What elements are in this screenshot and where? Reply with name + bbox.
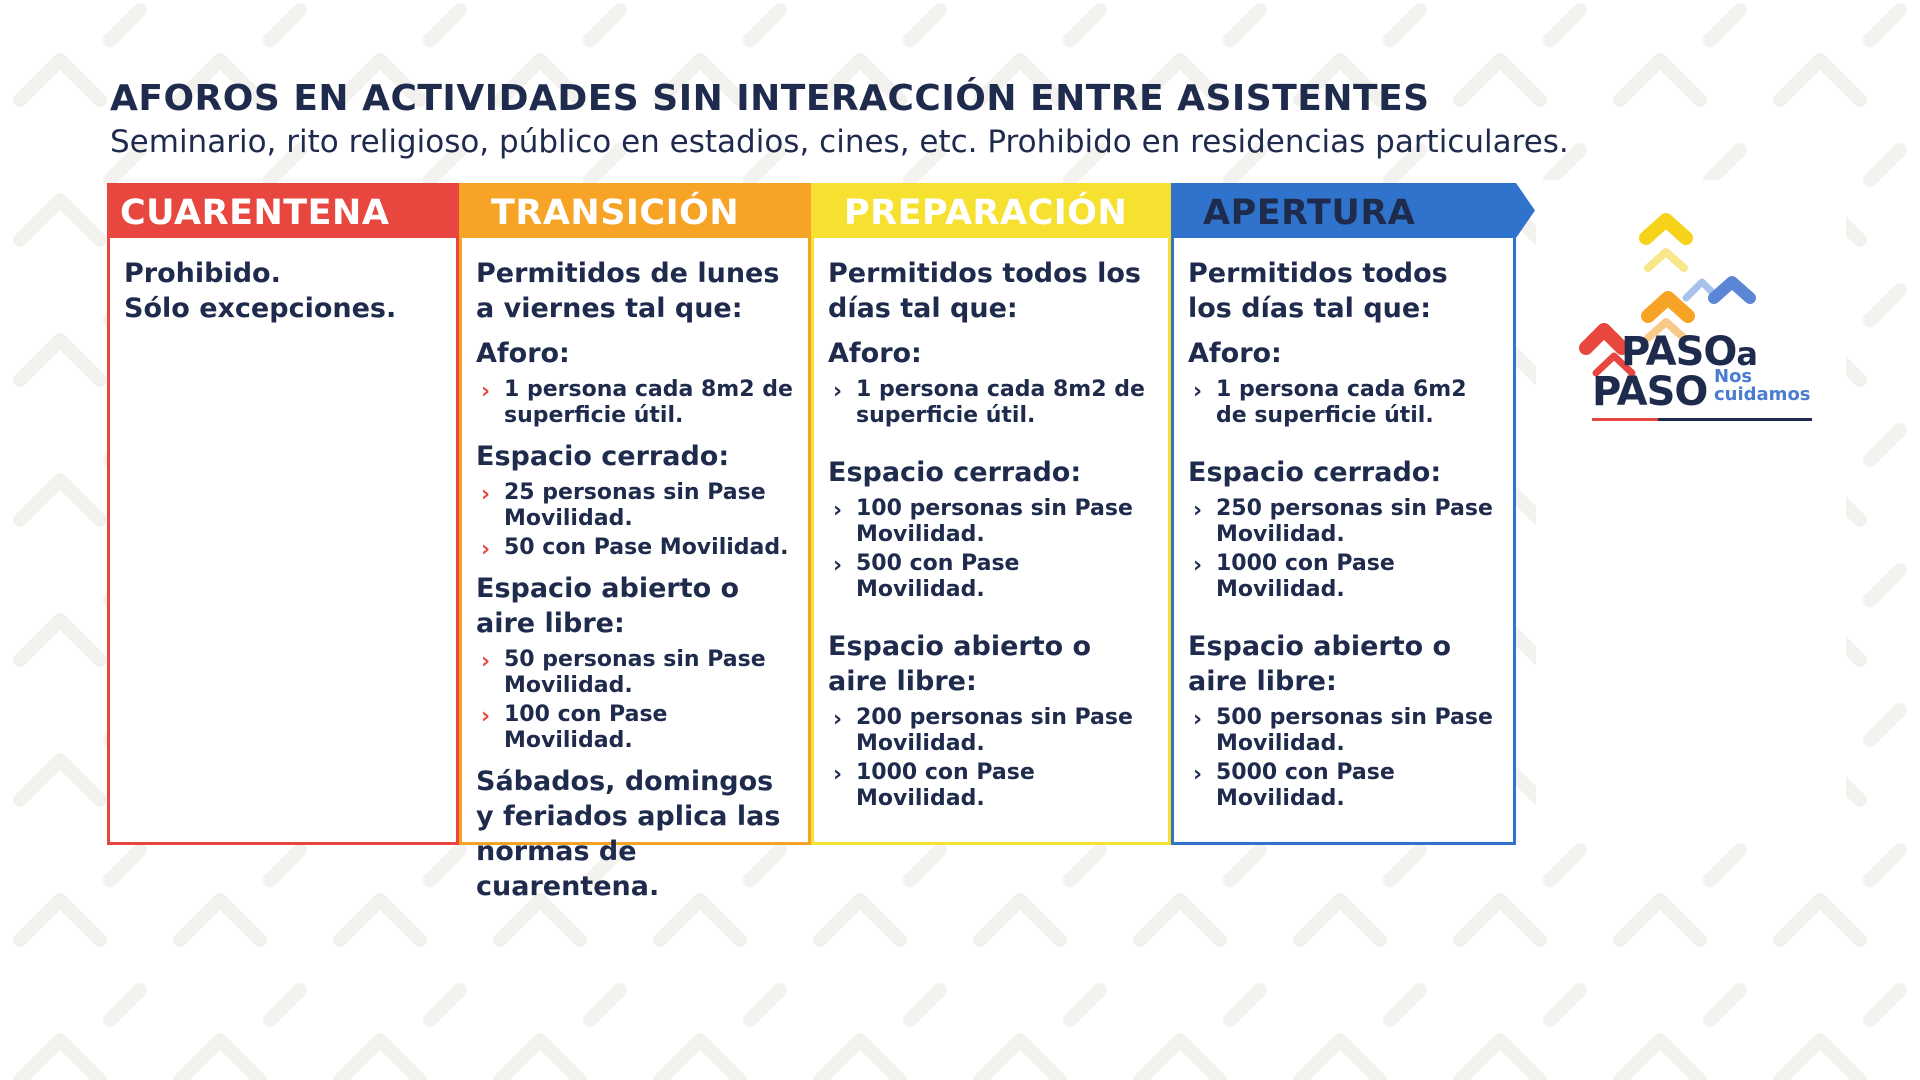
logo-a-letter: a [1736, 335, 1758, 373]
apertura-intro [1188, 256, 1499, 326]
cerrado-heading: Espacio cerrado: [476, 441, 730, 472]
phase-body-cuarentena [107, 238, 459, 845]
apertura-abierto [1188, 629, 1499, 812]
intro-text: Permitidos todos los días tal que: [1188, 258, 1448, 324]
list-item: › 1000 con Pase Movilidad. [1193, 551, 1395, 602]
phase-body-apertura [1171, 238, 1516, 845]
abierto-heading: Espacio abierto o aire libre: [828, 631, 1092, 697]
chevron-right-icon: › [1193, 498, 1203, 523]
phase-body-preparacion [811, 238, 1171, 845]
intro-text: Permitidos de lunes a viernes tal que: [476, 258, 780, 324]
transicion-weekend [476, 764, 794, 904]
cuarentena-line: Prohibido. [124, 258, 281, 289]
chevron-right-icon: › [481, 649, 491, 674]
chevron-right-icon: › [481, 537, 491, 562]
chevron-right-icon: › [1193, 762, 1203, 787]
preparacion-abierto [828, 629, 1154, 812]
weekend-note: Sábados, domingos y feriados aplica las normas de cuarentena. [476, 766, 781, 902]
chevron-right-icon: › [833, 498, 843, 523]
page-title: AFOROS EN ACTIVIDADES SIN INTERACCIÓN ENTRE ASISTENTES [110, 78, 1430, 119]
aforo-heading: Aforo: [828, 338, 922, 369]
paso-a-paso-logo [1536, 180, 1846, 830]
chevron-right-icon: › [481, 704, 491, 729]
phase-label-cuarentena: CUARENTENA [120, 193, 390, 233]
chevron-right-icon: › [1193, 379, 1203, 404]
apertura-aforo [1188, 336, 1499, 429]
list-item: › 25 personas sin Pase Movilidad. [481, 480, 766, 531]
apertura-cerrado [1188, 455, 1499, 603]
phase-label-transicion: TRANSICIÓN [491, 193, 740, 233]
logo-paso-word: PASO [1621, 329, 1737, 375]
list-item: › 50 personas sin Pase Movilidad. [481, 647, 766, 698]
chevron-right-icon: › [833, 707, 843, 732]
list-item: › 50 con Pase Movilidad. [481, 535, 789, 562]
chevron-right-icon: › [481, 379, 491, 404]
list-item: › 5000 con Pase Movilidad. [1193, 760, 1395, 811]
chevron-right-icon: › [1193, 707, 1203, 732]
phase-column-preparacion [811, 183, 1171, 845]
page-subtitle: Seminario, rito religioso, público en estadios, cines, etc. Prohibido en residencias particulares. [110, 124, 1569, 160]
logo-underline [1592, 418, 1812, 421]
chevron-right-icon: › [833, 379, 843, 404]
phase-header-apertura [1171, 183, 1535, 238]
transicion-abierto [476, 571, 794, 754]
abierto-heading: Espacio abierto o aire libre: [1188, 631, 1452, 697]
abierto-heading: Espacio abierto o aire libre: [476, 573, 740, 639]
list-item: › 1 persona cada 6m2 de superficie útil. [1193, 377, 1467, 428]
list-item: › 1 persona cada 8m2 de superficie útil. [481, 377, 793, 428]
phase-column-apertura [1171, 183, 1516, 845]
logo-text-line2: PASO [1592, 369, 1708, 415]
chevron-right-icon: › [833, 553, 843, 578]
list-item: › 1000 con Pase Movilidad. [833, 760, 1035, 811]
logo-tagline-cuidamos: cuidamos [1714, 384, 1811, 405]
phase-body-transicion [459, 238, 811, 902]
transicion-cerrado [476, 439, 794, 561]
chevron-right-icon: › [1193, 553, 1203, 578]
preparacion-intro [828, 256, 1154, 326]
aforo-heading: Aforo: [1188, 338, 1282, 369]
chevron-right-icon: › [481, 482, 491, 507]
phase-header-cuarentena [107, 183, 478, 238]
intro-text: Permitidos todos los días tal que: [828, 258, 1141, 324]
cerrado-heading: Espacio cerrado: [828, 457, 1082, 488]
list-item: › 100 personas sin Pase Movilidad. [833, 496, 1133, 547]
transicion-intro [476, 256, 794, 326]
cuarentena-line: Sólo excepciones. [124, 293, 397, 324]
list-item: › 100 con Pase Movilidad. [481, 702, 668, 753]
aforo-heading: Aforo: [476, 338, 570, 369]
list-item: › 250 personas sin Pase Movilidad. [1193, 496, 1493, 547]
phase-label-apertura: APERTURA [1203, 193, 1416, 233]
list-item: › 500 con Pase Movilidad. [833, 551, 1020, 602]
phase-column-cuarentena [107, 183, 459, 845]
cerrado-heading: Espacio cerrado: [1188, 457, 1442, 488]
list-item: › 200 personas sin Pase Movilidad. [833, 705, 1133, 756]
phase-label-preparacion: PREPARACIÓN [844, 193, 1128, 233]
preparacion-aforo [828, 336, 1154, 429]
preparacion-cerrado [828, 455, 1154, 603]
phase-header-transicion [459, 183, 830, 238]
phase-header-preparacion [811, 183, 1190, 238]
list-item: › 1 persona cada 8m2 de superficie útil. [833, 377, 1145, 428]
chevron-right-icon: › [833, 762, 843, 787]
phase-column-transicion [459, 183, 811, 902]
transicion-aforo [476, 336, 794, 429]
list-item: › 500 personas sin Pase Movilidad. [1193, 705, 1493, 756]
logo-tagline-nos: Nos [1714, 366, 1753, 387]
